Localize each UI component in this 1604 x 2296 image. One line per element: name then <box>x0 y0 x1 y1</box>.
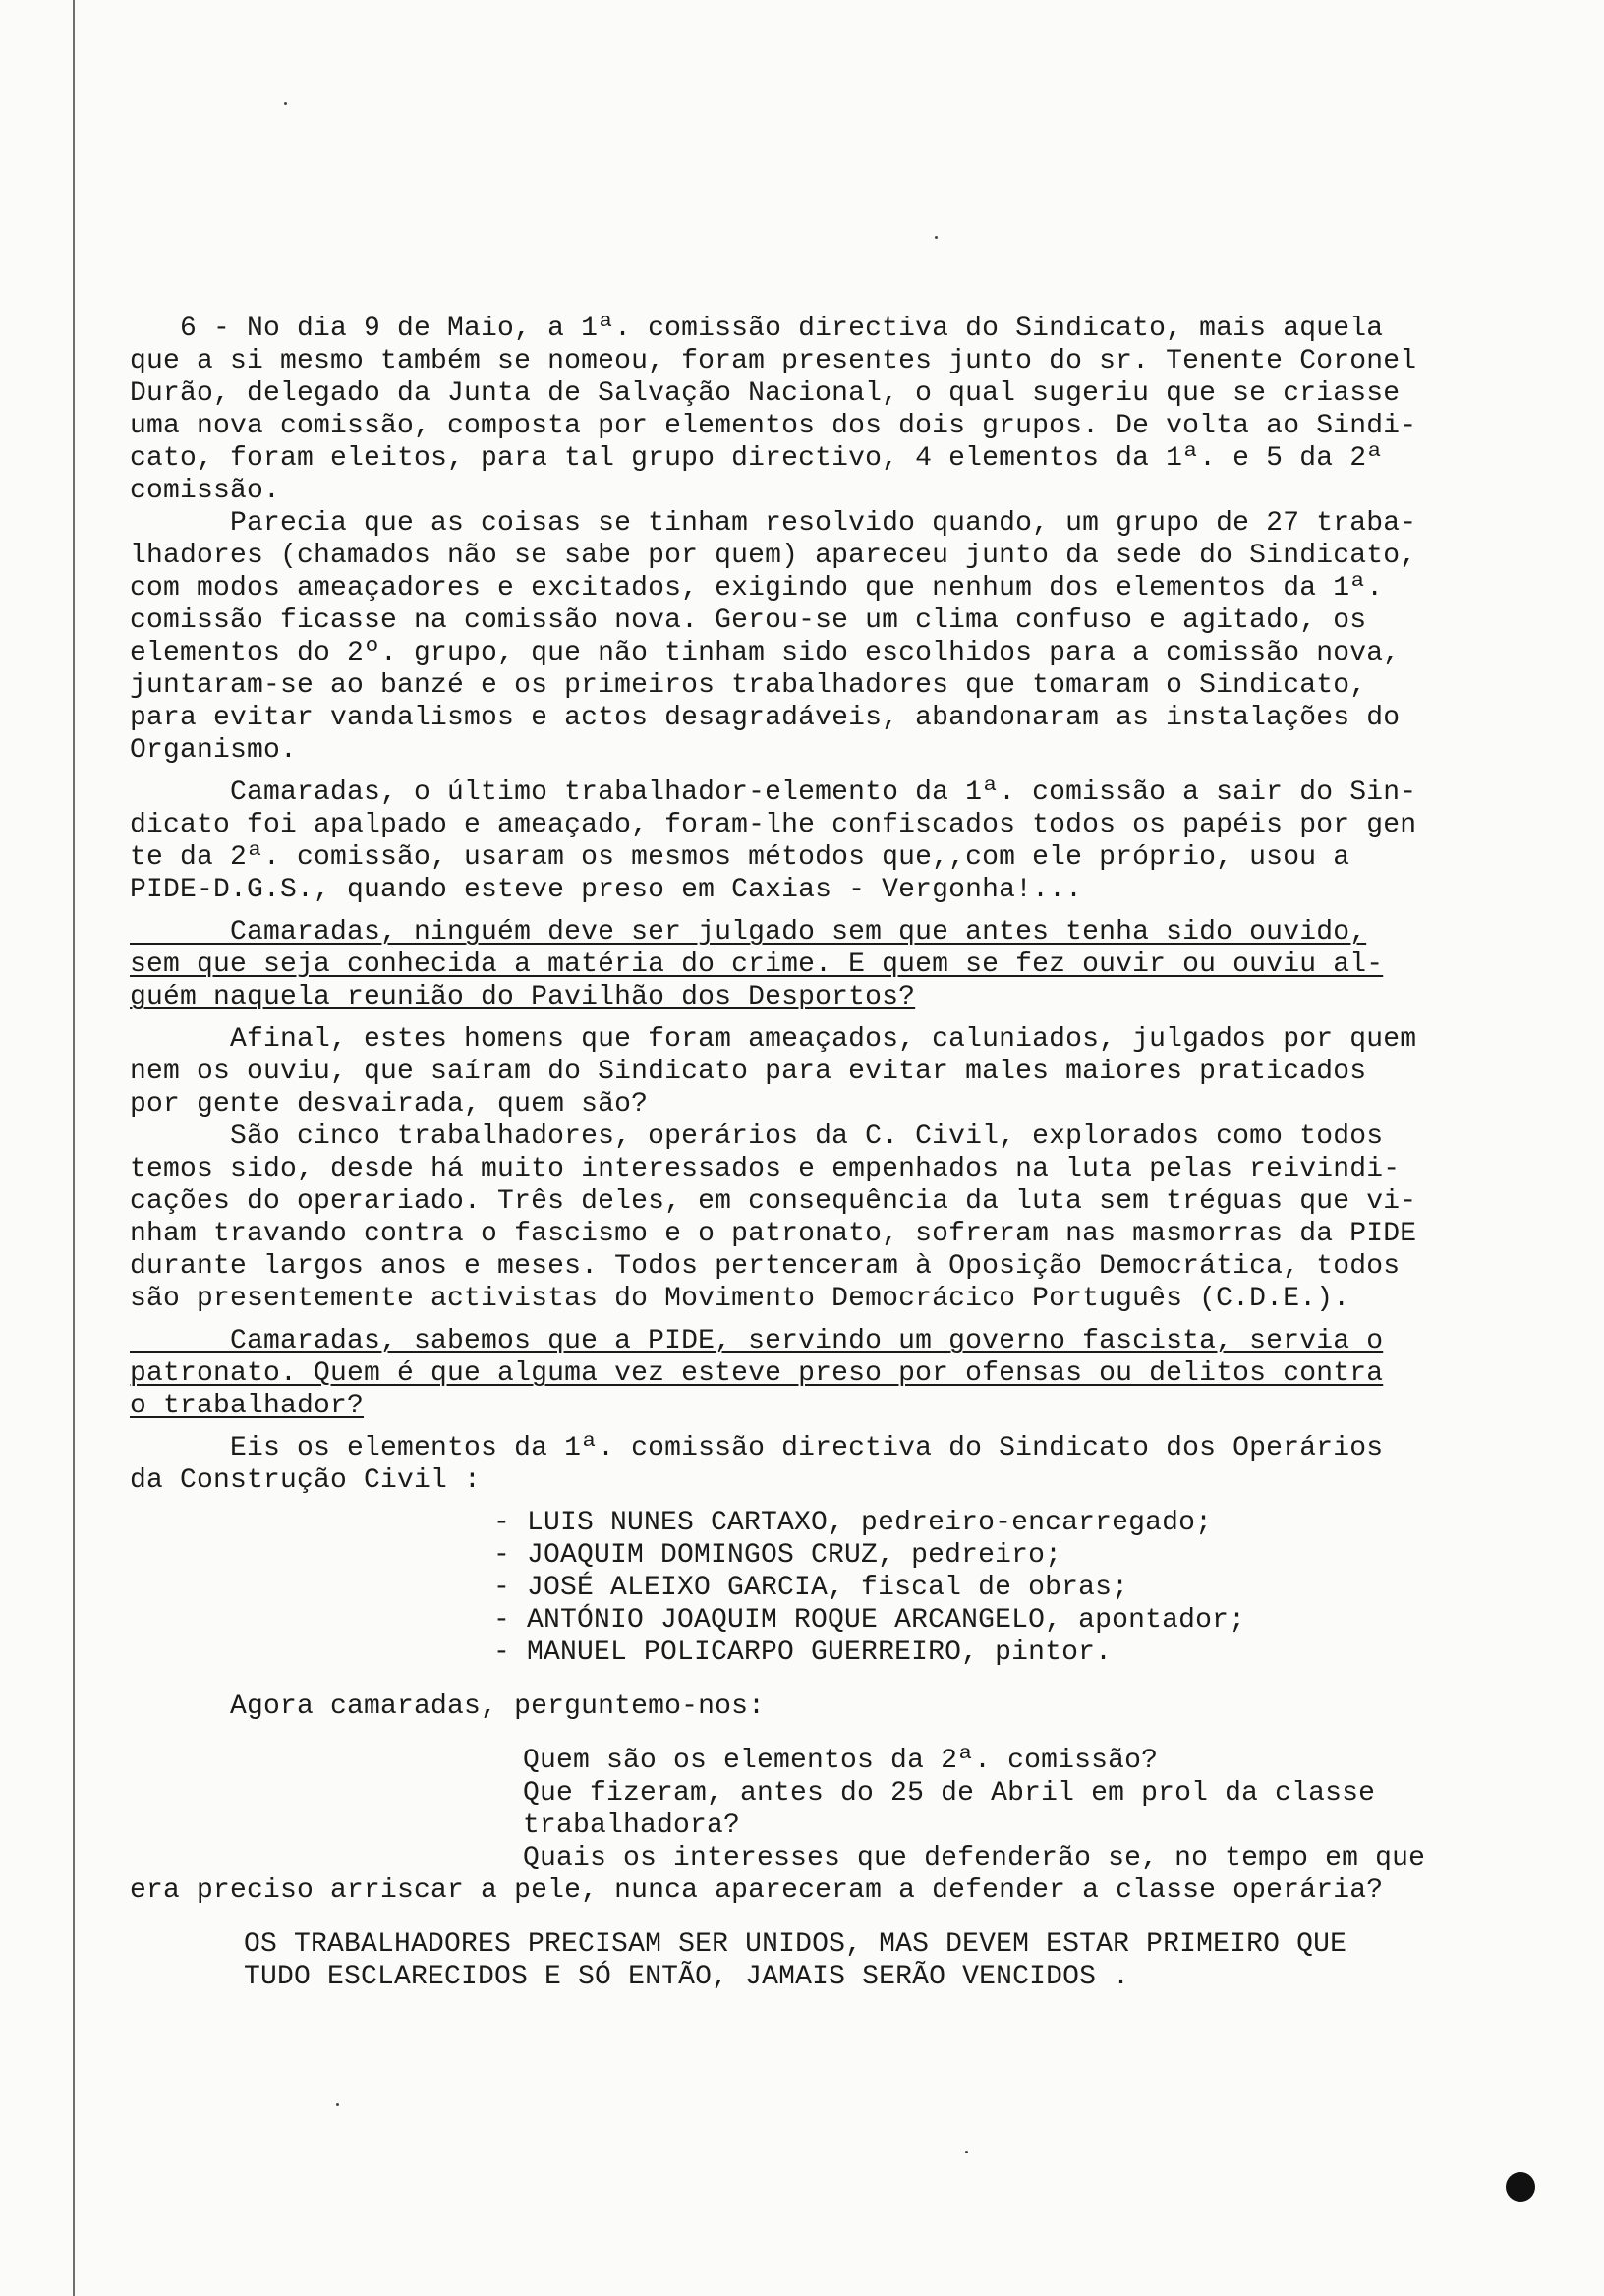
questions-block <box>523 1745 1506 1874</box>
text-line: por gente desvairada, quem são? <box>130 1089 649 1119</box>
text-line: uma nova comissão, composta por elementos dos dois grupos. De volta ao Sindi- <box>130 411 1417 441</box>
text-line: temos sido, desde há muito interessados e empenhados na luta pelas reivindi- <box>130 1154 1401 1184</box>
paper-speck <box>284 102 287 105</box>
question-tail-line: era preciso arriscar a pele, nunca apareceram a defender a classe operária? <box>130 1875 1384 1906</box>
document-body <box>130 313 1506 1993</box>
text-line: são presentemente activistas do Movimento Democrácico Português (C.D.E.). <box>130 1284 1350 1314</box>
paragraph-eis-elementos <box>130 1432 1506 1497</box>
member-item: - JOAQUIM DOMINGOS CRUZ, pedreiro; <box>493 1540 1062 1571</box>
text-line: comissão. <box>130 476 281 506</box>
closing-line: OS TRABALHADORES PRECISAM SER UNIDOS, MAS DEVEM ESTAR PRIMEIRO QUE <box>244 1929 1347 1960</box>
underlined-line: Camaradas, sabemos que a PIDE, servindo um governo fascista, servia o <box>130 1326 1384 1356</box>
text-line: nem os ouviu, que saíram do Sindicato para evitar males maiores praticados <box>130 1057 1367 1087</box>
member-item: - MANUEL POLICARPO GUERREIRO, pintor. <box>493 1637 1113 1668</box>
text-line: lhadores (chamados não se sabe por quem) apareceu junto da sede do Sindicato, <box>130 541 1417 571</box>
text-line: Organismo. <box>130 735 298 766</box>
punch-hole-mark <box>1506 2172 1535 2202</box>
text-line: elementos do 2º. grupo, que não tinham sido escolhidos para a comissão nova, <box>130 638 1401 668</box>
question-line: Que fizeram, antes do 25 de Abril em prol da classe <box>523 1778 1376 1808</box>
text-line: Durão, delegado da Junta de Salvação Nacional, o qual sugeriu que se criasse <box>130 378 1401 409</box>
text-line: da Construção Civil : <box>130 1465 482 1496</box>
text-line: para evitar vandalismos e actos desagradáveis, abandonaram as instalações do <box>130 703 1401 733</box>
underlined-line: sem que seja conhecida a matéria do crime. E quem se fez ouvir ou ouviu al- <box>130 949 1384 980</box>
text-line: cato, foram eleitos, para tal grupo directivo, 4 elementos da 1ª. e 5 da 2ª <box>130 443 1384 474</box>
paragraph-cinco-trabalhadores <box>130 1120 1506 1315</box>
member-item: - ANTÓNIO JOAQUIM ROQUE ARCANGELO, apontador; <box>493 1605 1246 1636</box>
closing-line: TUDO ESCLARECIDOS E SÓ ENTÃO, JAMAIS SERÃO VENCIDOS . <box>244 1962 1130 1992</box>
text-line: dicato foi apalpado e ameaçado, foram-lhe confiscados todos os papéis por gen <box>130 810 1417 840</box>
text-line: juntaram-se ao banzé e os primeiros trabalhadores que tomaram o Sindicato, <box>130 670 1367 701</box>
text-line: durante largos anos e meses. Todos pertenceram à Oposição Democrática, todos <box>130 1251 1401 1282</box>
paper-speck <box>965 2151 968 2153</box>
text-line: comissão ficasse na comissão nova. Gerou-se um clima confuso e agitado, os <box>130 605 1367 636</box>
underlined-line: o trabalhador? <box>130 1391 365 1421</box>
paper-speck <box>935 236 938 239</box>
text-line: que a si mesmo também se nomeou, foram presentes junto do sr. Tenente Coronel <box>130 346 1417 376</box>
text-line: São cinco trabalhadores, operários da C. Civil, explorados como todos <box>130 1121 1384 1152</box>
question-line: Quais os interesses que defenderão se, no tempo em que <box>523 1843 1426 1873</box>
text-line: cações do operariado. Três deles, em consequência da luta sem tréguas que vi- <box>130 1186 1417 1217</box>
paragraph-parecia <box>130 507 1506 767</box>
text-line: 6 - No dia 9 de Maio, a 1ª. comissão directiva do Sindicato, mais aquela <box>130 314 1384 344</box>
text-line: Parecia que as coisas se tinham resolvido quando, um grupo de 27 traba- <box>130 508 1417 539</box>
underlined-line: patronato. Quem é que alguma vez esteve preso por ofensas ou delitos contra <box>130 1358 1384 1389</box>
paragraph-underlined-julgado <box>130 916 1506 1013</box>
underlined-line: guém naquela reunião do Pavilhão dos Desportos? <box>130 982 916 1012</box>
text-line: PIDE-D.G.S., quando esteve preso em Caxias - Vergonha!... <box>130 875 1083 905</box>
text-line-perguntemo: Agora camaradas, perguntemo-nos: <box>130 1692 766 1722</box>
member-item: - JOSÉ ALEIXO GARCIA, fiscal de obras; <box>493 1573 1129 1603</box>
text-line: Camaradas, o último trabalhador-elemento da 1ª. comissão a sair do Sin- <box>130 777 1417 808</box>
members-list <box>493 1507 1506 1669</box>
closing-statement <box>244 1928 1506 1993</box>
question-line: Quem são os elementos da 2ª. comissão? <box>523 1746 1159 1776</box>
page-binding-edge <box>73 0 75 2296</box>
text-line: Afinal, estes homens que foram ameaçados, caluniados, julgados por quem <box>130 1024 1417 1055</box>
member-item: - LUIS NUNES CARTAXO, pedreiro-encarregado; <box>493 1508 1213 1538</box>
paragraph-underlined-pide <box>130 1325 1506 1422</box>
text-line: nham travando contra o fascismo e o patronato, sofreram nas masmorras da PIDE <box>130 1219 1417 1249</box>
question-line: trabalhadora? <box>523 1810 741 1841</box>
paper-speck <box>336 2103 339 2106</box>
text-line: Eis os elementos da 1ª. comissão directiva do Sindicato dos Operários <box>130 1433 1384 1464</box>
paragraph-6 <box>130 313 1506 507</box>
text-line: com modos ameaçadores e excitados, exigindo que nenhum dos elementos da 1ª. <box>130 573 1384 603</box>
text-line: te da 2ª. comissão, usaram os mesmos métodos que,,com ele próprio, usou a <box>130 842 1350 873</box>
underlined-line: Camaradas, ninguém deve ser julgado sem que antes tenha sido ouvido, <box>130 917 1367 947</box>
paragraph-camaradas-ultimo <box>130 776 1506 906</box>
paragraph-afinal <box>130 1023 1506 1120</box>
